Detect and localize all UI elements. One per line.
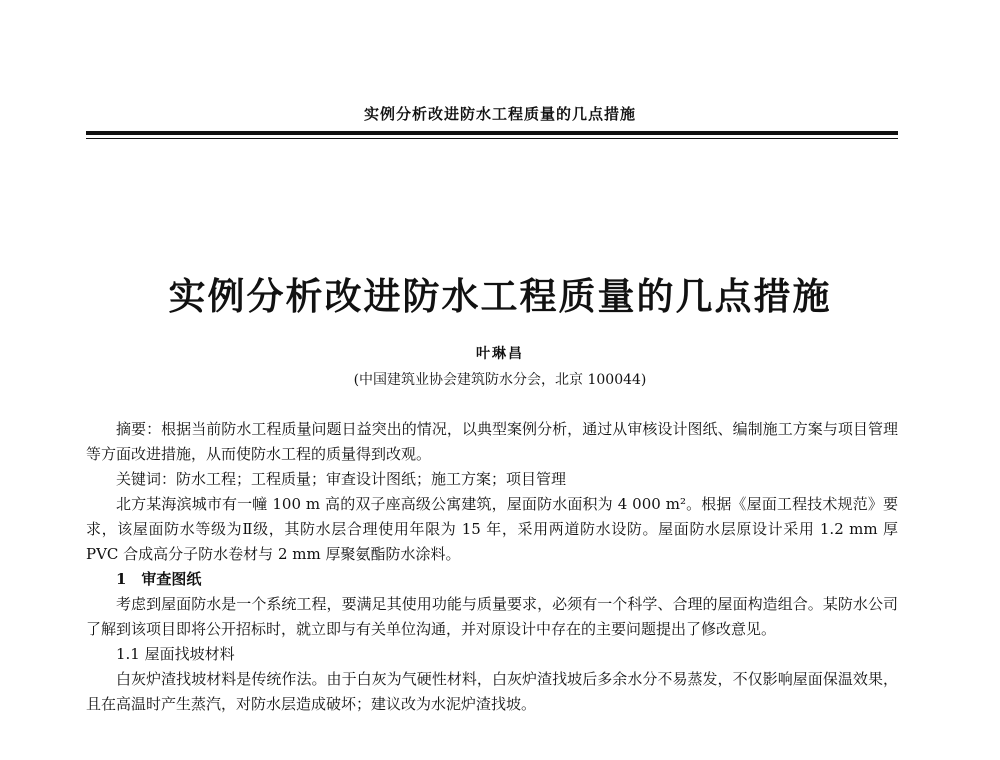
header-rule-thin: [86, 138, 898, 139]
section-1-1-heading: 1.1 屋面找坡材料: [116, 645, 235, 663]
author-name: 叶琳昌: [476, 346, 524, 362]
header-rule-thick: [86, 131, 898, 135]
running-header: 实例分析改进防水工程质量的几点措施: [363, 105, 636, 123]
keywords-text: 防水工程；工程质量；审查设计图纸；施工方案；项目管理: [176, 470, 567, 488]
section-1-heading: 1 审查图纸: [116, 570, 202, 588]
abstract-text: 根据当前防水工程质量问题日益突出的情况，以典型案例分析，通过从审核设计图纸、编制施工方案与项目管理等方面改进措施，从而使防水工程的质量得到改观。: [86, 420, 898, 463]
abstract-label: 摘要：: [116, 420, 162, 438]
abstract: [86, 417, 898, 467]
section-1-paragraph: 考虑到屋面防水是一个系统工程，要满足其使用功能与质量要求，必须有一个科学、合理的屋面构造组合。某防水公司了解到该项目即将公开招标时，就立即与有关单位沟通，并对原设计中存在的主要问题提出了修改意见。: [86, 595, 898, 638]
paper-body: [86, 417, 898, 717]
author-affiliation: (中国建筑业协会建筑防水分会，北京 100044): [353, 372, 647, 388]
section-1-1-paragraph: 白灰炉渣找坡材料是传统作法。由于白灰为气硬性材料，白灰炉渣找坡后多余水分不易蒸发，不仅影响屋面保温效果，且在高温时产生蒸汽，对防水层造成破坏；建议改为水泥炉渣找坡。: [86, 670, 898, 713]
keywords: [86, 467, 898, 492]
keywords-label: 关键词：: [116, 470, 177, 488]
paper-title: 实例分析改进防水工程质量的几点措施: [168, 275, 832, 318]
intro-paragraph: 北方某海滨城市有一幢 100 m 高的双子座高级公寓建筑，屋面防水面积为 4 000 m²。根据《屋面工程技术规范》要求，该屋面防水等级为Ⅱ级，其防水层合理使用年限为 15 年，采用两道防水设防。屋面防水层原设计采用 1.2 mm 厚 PVC 合成高分子防水卷材与 2 mm 厚聚氨酯防水涂料。: [86, 495, 898, 563]
